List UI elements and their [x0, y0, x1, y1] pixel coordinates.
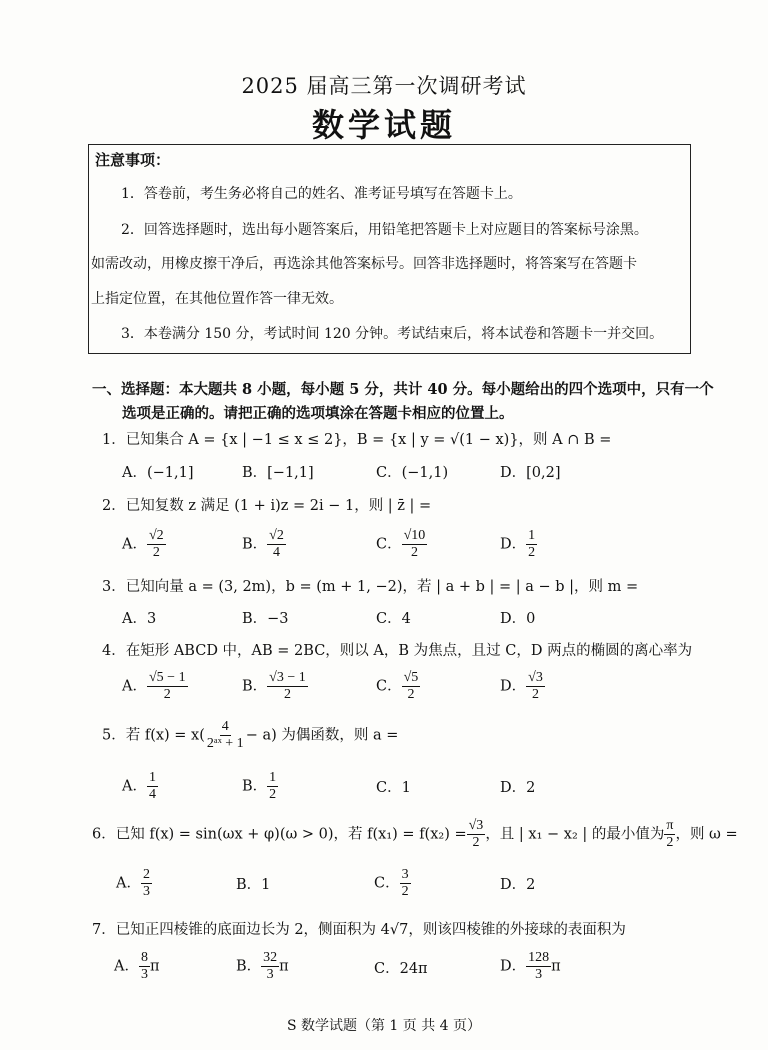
numerator: 2	[141, 867, 152, 884]
question-1-option-b: B．[−1,1]	[242, 465, 314, 481]
numerator: √2	[267, 528, 286, 545]
fraction	[141, 867, 152, 900]
numerator: √3	[526, 670, 545, 687]
denominator: 2	[410, 545, 418, 561]
denominator: 3	[142, 884, 150, 900]
option-label: B．	[242, 778, 268, 795]
pi-symbol: π	[279, 958, 289, 975]
option-label: A．	[122, 678, 147, 695]
stem-text: ，则 ω =	[675, 826, 738, 843]
numerator: 3	[400, 867, 411, 884]
fraction	[526, 670, 545, 703]
question-3-option-b: B．−3	[242, 611, 289, 627]
option-label: A．	[122, 536, 147, 553]
question-5-option-d: D．2	[500, 780, 536, 796]
question-4-option-a	[122, 670, 188, 703]
question-1-option-c: C．(−1,1)	[376, 465, 449, 481]
notice-line: 如需改动，用橡皮擦干净后，再选涂其他答案标号。回答非选择题时，将答案写在答题卡	[91, 256, 637, 272]
option-label: D．	[500, 958, 527, 975]
question-3-option-d: D．0	[500, 611, 536, 627]
fraction	[267, 670, 308, 703]
fraction	[402, 528, 428, 561]
fraction	[205, 719, 246, 752]
numerator: 1	[526, 528, 537, 545]
question-7-option-c: C．24π	[374, 961, 428, 977]
numerator: 1	[147, 770, 158, 787]
question-6-option-a	[116, 867, 152, 900]
stem-text: 6．已知 f(x) = sin(ωx + φ)(ω > 0)，若 f(x₁) = f(x₂) =	[92, 826, 467, 843]
numerator: √2	[147, 528, 166, 545]
question-2-option-d	[500, 528, 537, 561]
denominator: 2	[666, 835, 674, 851]
numerator: 8	[139, 950, 150, 967]
numerator: √3 − 1	[267, 670, 308, 687]
option-label: A．	[122, 778, 147, 795]
denominator: 2	[407, 687, 415, 703]
option-label: B．	[242, 678, 268, 695]
notice-line: 上指定位置，在其他位置作答一律无效。	[91, 291, 343, 307]
question-5-option-c: C．1	[376, 780, 411, 796]
denominator: 2	[269, 787, 277, 803]
fraction	[147, 528, 166, 561]
stem-text: − a) 为偶函数，则 a =	[245, 727, 399, 744]
denominator: 2	[283, 687, 291, 703]
denominator: 2	[528, 545, 536, 561]
notice-box	[88, 144, 691, 354]
question-6-option-c	[374, 867, 411, 900]
denominator: 2	[401, 884, 409, 900]
exam-subtitle: 2025 届高三第一次调研考试	[241, 74, 527, 98]
section-heading-cont: 选项是正确的。请把正确的选项填涂在答题卡相应的位置上。	[122, 405, 514, 422]
fraction	[526, 950, 551, 983]
question-2-option-c	[376, 528, 427, 561]
page-footer: S 数学试题（第 1 页 共 4 页）	[286, 1018, 482, 1034]
denominator: 2ᵃˣ + 1	[206, 736, 244, 752]
numerator: 4	[220, 719, 231, 736]
question-1-stem: 1．已知集合 A = {x | −1 ≤ x ≤ 2}，B = {x | y = √(1 − x)}，则 A ∩ B =	[102, 432, 612, 448]
question-4-option-c	[376, 670, 420, 703]
option-label: B．	[242, 536, 268, 553]
fraction	[664, 818, 675, 851]
numerator: 32	[261, 950, 279, 967]
notice-heading: 注意事项：	[95, 151, 171, 169]
option-label: D．	[500, 536, 527, 553]
question-6-option-b: B．1	[236, 877, 271, 893]
question-3-option-c: C．4	[376, 611, 411, 627]
question-6-stem	[92, 818, 738, 851]
fraction	[267, 528, 286, 561]
denominator: 2	[472, 835, 480, 851]
pi-symbol: π	[149, 958, 160, 975]
question-2-option-b	[242, 528, 286, 561]
section-heading: 一、选择题：本大题共 8 小题，每小题 5 分，共计 40 分。每小题给出的四个选项中，只有一个	[92, 381, 714, 398]
numerator: 1	[267, 770, 278, 787]
fraction	[526, 528, 537, 561]
fraction	[147, 670, 188, 703]
fraction	[467, 818, 486, 851]
question-4-option-d	[500, 670, 545, 703]
question-1-option-a: A．(−1,1]	[122, 465, 194, 481]
numerator: π	[664, 818, 675, 835]
question-4-option-b	[242, 670, 308, 703]
numerator: √5	[402, 670, 421, 687]
question-7-option-b	[236, 950, 289, 983]
denominator: 3	[140, 967, 148, 983]
option-label: C．	[374, 875, 400, 892]
fraction	[267, 770, 278, 803]
question-2-stem: 2．已知复数 z 满足 (1 + i)z = 2i − 1，则 | z̄ | =	[102, 498, 432, 514]
denominator: 2	[152, 545, 160, 561]
exam-title: 数学试题	[311, 106, 456, 144]
denominator: 2	[163, 687, 171, 703]
denominator: 2	[531, 687, 539, 703]
question-7-stem: 7．已知正四棱锥的底面边长为 2，侧面积为 4√7，则该四棱锥的外接球的表面积为	[92, 922, 626, 938]
question-5-option-a	[122, 770, 158, 803]
fraction	[139, 950, 150, 983]
denominator: 3	[535, 967, 543, 983]
numerator: 128	[526, 950, 551, 967]
option-label: D．	[500, 678, 527, 695]
question-6-option-d: D．2	[500, 877, 536, 893]
stem-text: 5．若 f(x) = x(	[102, 727, 205, 744]
question-1-option-d: D．[0,2]	[500, 465, 561, 481]
question-7-option-d	[500, 950, 561, 983]
question-4-stem: 4．在矩形 ABCD 中，AB = 2BC，则以 A，B 为焦点，且过 C，D 两点的椭圆的离心率为	[102, 643, 693, 659]
denominator: 4	[148, 787, 156, 803]
fraction	[147, 770, 158, 803]
notice-line: 1．答卷前，考生务必将自己的姓名、准考证号填写在答题卡上。	[121, 186, 522, 202]
question-3-option-a: A．3	[122, 611, 157, 627]
question-7-option-a	[114, 950, 160, 983]
pi-symbol: π	[551, 958, 561, 975]
option-label: A．	[116, 875, 141, 892]
question-5-option-b	[242, 770, 278, 803]
option-label: B．	[236, 958, 262, 975]
numerator: √3	[467, 818, 486, 835]
option-label: A．	[114, 958, 139, 975]
question-2-option-a	[122, 528, 166, 561]
notice-line: 3．本卷满分 150 分，考试时间 120 分钟。考试结束后，将本试卷和答题卡一并交回。	[121, 326, 664, 342]
question-3-stem: 3．已知向量 a = (3, 2m)，b = (m + 1, −2)，若 | a + b | = | a − b |，则 m =	[102, 579, 639, 595]
fraction	[400, 867, 411, 900]
notice-line: 2．回答选择题时，选出每小题答案后，用铅笔把答题卡上对应题目的答案标号涂黑。	[121, 222, 648, 238]
denominator: 3	[266, 967, 274, 983]
fraction	[402, 670, 421, 703]
question-5-stem	[102, 719, 398, 752]
option-label: C．	[376, 536, 402, 553]
option-label: C．	[376, 678, 402, 695]
fraction	[261, 950, 279, 983]
numerator: √5 − 1	[147, 670, 188, 687]
numerator: √10	[402, 528, 428, 545]
stem-text: ，且 | x₁ − x₂ | 的最小值为	[485, 826, 665, 843]
denominator: 4	[273, 545, 280, 561]
